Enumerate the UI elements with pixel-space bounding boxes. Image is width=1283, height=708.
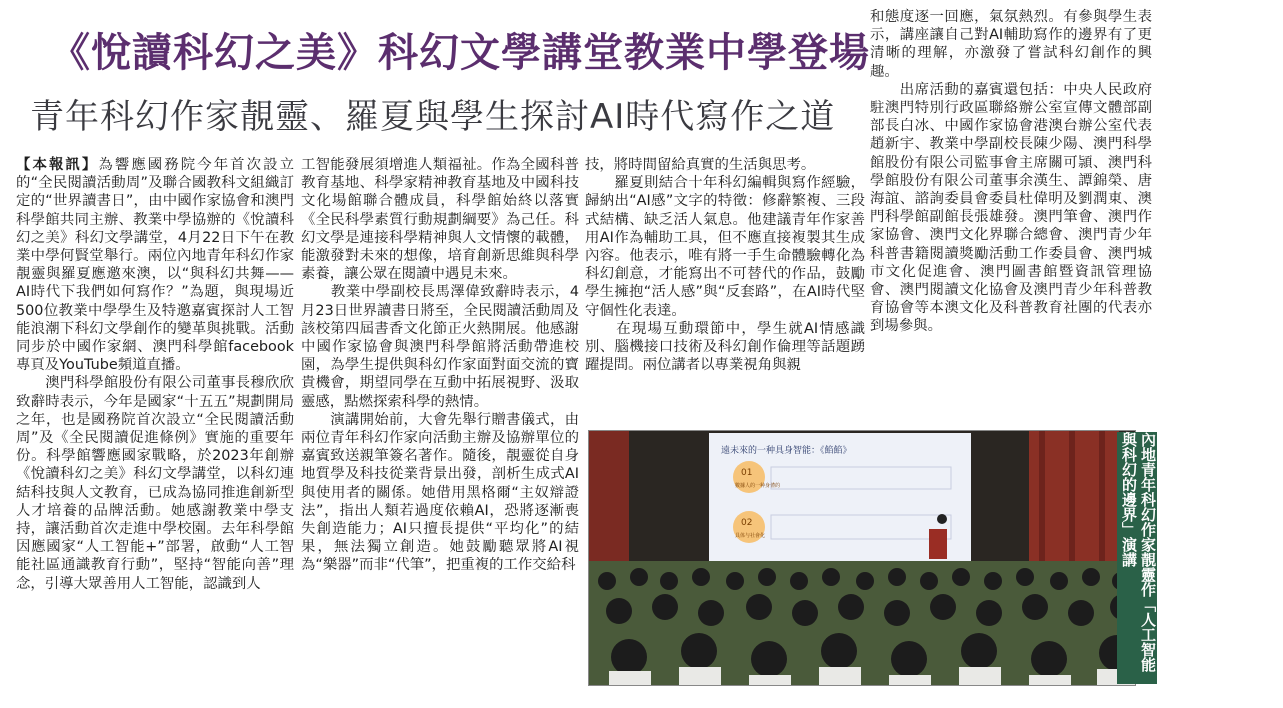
photo-caption: 內地青年科幻作家靚靈作「人工智能與科幻的邊界」演講	[1117, 432, 1157, 684]
podium	[929, 529, 947, 559]
slide-title: 遠未來的一种具身智能：《餡餡》	[721, 446, 852, 456]
headline: 《悅讀科幻之美》科幻文學講堂教業中學登場	[50, 30, 870, 76]
event-photo	[588, 430, 1136, 686]
event-photo-drawing	[589, 431, 1135, 685]
slide-item-2-label: 具体与社會化	[735, 533, 766, 539]
slide-item-2: 02	[741, 518, 753, 528]
slide-item-1-label: 數據人的一种身體的	[735, 483, 781, 489]
left-curtain	[589, 431, 629, 571]
report-tag: 【本報訊】	[16, 157, 99, 173]
subheadline: 青年科幻作家靚靈、羅夏與學生探討AI時代寫作之道	[30, 97, 836, 137]
article-column-1-text: 為響應國務院今年首次設立的“全民閱讀活動周”及聯合國教科文組織訂定的“世界讀書日”，由中國作家協會和澳門科學館共同主辦、教業中學協辦的《悅讀科幻之美》科幻文學講堂，4月22日下午在教業中學何賢堂舉行。兩位內地青年科幻作家靚靈與羅夏應邀來澳，以“與科幻共舞——AI時代下我們如何寫作？”為題，與現場近500位教業中學學生及特邀嘉賓探討人工智能浪潮下科幻文學創作的變革與挑戰。活動同步於中國作家網、澳門科學館facebook專頁及YouTube頻道直播。 澳門科學館股份有限公司董事長穆欣欣致辭時表示，今年是國家“十五五”規劃開局之年，也是國務院首次設立“全民閱讀活動周”及《全民閱讀促進條例》實施的重要年份。科學館響應國家戰略，於2023年創辦《悅讀科幻之美》科幻文學講堂，以科幻連結科技與人文教育，已成為協同推進創新型人才培養的品牌活動。她感謝教業中學支持，讓活動首次走進中學校園。去年科學館因應國家“人工智能+”部署，啟動“人工智能社區通識教育行動”，堅持“智能向善”理念，引導大眾善用人工智能，認識到人	[16, 157, 294, 592]
article-column-3: 技，將時間留給真實的生活與思考。 羅夏則結合十年科幻編輯與寫作經驗，歸納出“AI感”文字的特徵：修辭繁複、三段式結構、缺乏活人氣息。他建議青年作家善用AI作為輔助工具，但不應直接複製其生成內容。他表示，唯有將一手生命體驗轉化為科幻創意，才能寫出不可替代的作品，鼓勵學生擁抱“活人感”與“反套路”，在AI時代堅守個性化表達。 在現場互動環節中，學生就AI情感識別、腦機接口技術及科幻創作倫理等話題踴躍提問。兩位講者以專業視角與親	[585, 157, 865, 374]
article-column-2: 工智能發展須增進人類福祉。作為全國科普教育基地、科學家精神教育基地及中國科技文化場館聯合體成員，科學館始終以落實《全民科學素質行動規劃綱要》為己任。科幻文學是連接科學精神與人文情懷的載體，能激發對未來的想像，培育創新思維與科學素養，讓公眾在閱讀中遇見未來。 教業中學副校長馬澤偉致辭時表示，4月23日世界讀書日將至，全民閱讀活動周及該校第四屆書香文化節正火熱開展。他感謝中國作家協會與澳門科學館將活動帶進校園，為學生提供與科幻作家面對面交流的寶貴機會，期望同學在互動中拓展視野、汲取靈感，點燃探索科學的熱情。 演講開始前，大會先舉行贈書儀式，由兩位青年科幻作家向活動主辦及協辦單位的嘉賓致送親筆簽名著作。隨後，靚靈從自身地質學及科技從業背景出發，剖析生成式AI與使用者的關係。她借用黑格爾“主奴辯證法”，指出人類若過度依賴AI，恐將逐漸喪失創造能力；AI只擅長提供“平均化”的結果，無法獨立創造。她鼓勵聽眾將AI視為“樂器”而非“代筆”，把重複的工作交給科	[301, 157, 579, 574]
slide-item-1: 01	[741, 468, 753, 478]
article-column-1	[16, 156, 294, 692]
article-column-4: 和態度逐一回應，氣氛熱烈。有參與學生表示，講座讓自己對AI輔助寫作的邊界有了更清晰的理解，亦激發了嘗試科幻創作的興趣。 出席活動的嘉賓還包括：中央人民政府駐澳門特別行政區聯絡辦公室宣傳文體部副部長白冰、中國作家協會港澳台辦公室代表趙新宇、教業中學副校長陳少陽、澳門科學館股份有限公司監事會主席關可頴、澳門科學館股份有限公司董事余漢生、譚錦榮、唐海誼、諮詢委員會委員杜偉明及劉潤東、澳門科學館副館長張雄發。澳門筆會、澳門作家協會、澳門文化界聯合總會、澳門青少年科普書籍閱讀獎勵活動工作委員會、澳門城市文化促進會、澳門圖書館暨資訊管理協會、澳門閱讀文化協會及澳門青少年科普教育協會等本澳文化及科普教育社團的代表亦到場參與。	[870, 9, 1152, 335]
